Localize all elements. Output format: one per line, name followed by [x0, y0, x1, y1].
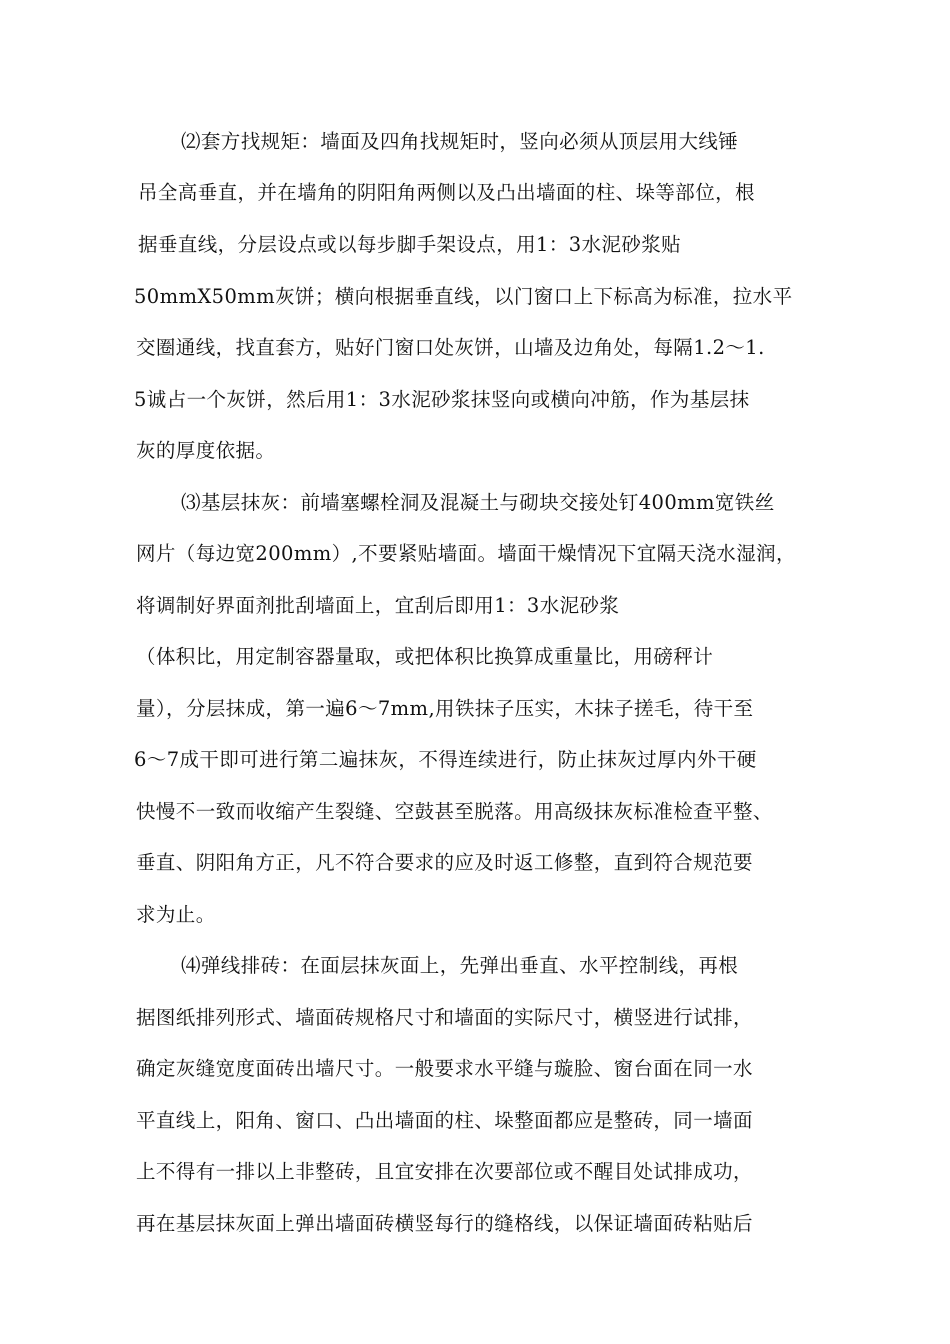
text-line: 网片（每边宽200mm）,不要紧贴墙面。墙面干燥情况下宜隔天浇水湿润，: [136, 542, 796, 565]
text-line: （体积比，用定制容器量取，或把体积比换算成重量比，用磅秤计: [136, 645, 714, 668]
text-line: 据垂直线，分层设点或以每步脚手架设点，用1：3水泥砂浆贴: [138, 233, 682, 256]
text-line: 再在基层抹灰面上弹出墙面砖横竖每行的缝格线，以保证墙面砖粘贴后: [136, 1212, 753, 1235]
text-line: 交圈通线，找直套方，贴好门窗口处灰饼，山墙及边角处，每隔1.2〜1.: [136, 336, 765, 359]
text-line: 将调制好界面剂批刮墙面上，宜刮后即用1：3水泥砂浆: [136, 594, 620, 617]
text-line: ⑶基层抹灰：前墙塞螺栓洞及混凝土与砌块交接处钉400mm宽铁丝: [181, 491, 775, 514]
text-line: 吊全高垂直，并在墙角的阴阳角两侧以及凸出墙面的柱、垛等部位，根: [138, 181, 755, 204]
text-line: 据图纸排列形式、墙面砖规格尺寸和墙面的实际尺寸，横竖进行试排，: [136, 1006, 753, 1029]
text-line: 求为止。: [136, 903, 216, 926]
text-line: 平直线上，阳角、窗口、凸出墙面的柱、垛整面都应是整砖，同一墙面: [136, 1109, 753, 1132]
text-line: 量），分层抹成，第一遍6〜7mm,用铁抹子压实，木抹子搓毛，待干至: [136, 697, 754, 720]
text-line: ⑵套方找规矩：墙面及四角找规矩时，竖向必须从顶层用大线锤: [181, 130, 739, 153]
text-line: 确定灰缝宽度面砖出墙尺寸。一般要求水平缝与璇脸、窗台面在同一水: [136, 1057, 753, 1080]
text-line: 上不得有一排以上非整砖，且宜安排在次要部位或不醒目处试排成功，: [136, 1160, 753, 1183]
text-line: ⑷弹线排砖：在面层抹灰面上，先弹出垂直、水平控制线，再根: [181, 954, 739, 977]
text-line: 5诚占一个灰饼，然后用1：3水泥砂浆抹竖向或横向冲筋，作为基层抹: [134, 388, 750, 411]
text-line: 灰的厚度依据。: [136, 439, 276, 462]
text-line: 快慢不一致而收缩产生裂缝、空鼓甚至脱落。用高级抹灰标准检查平整、: [136, 800, 773, 823]
text-line: 垂直、阴阳角方正，凡不符合要求的应及时返工修整，直到符合规范要: [136, 851, 753, 874]
text-line: 6〜7成干即可进行第二遍抹灰，不得连续进行，防止抹灰过厚内外干硬: [134, 748, 757, 771]
text-line: 50mmX50mm灰饼；横向根据垂直线，以门窗口上下标高为标准，拉水平: [134, 285, 793, 308]
